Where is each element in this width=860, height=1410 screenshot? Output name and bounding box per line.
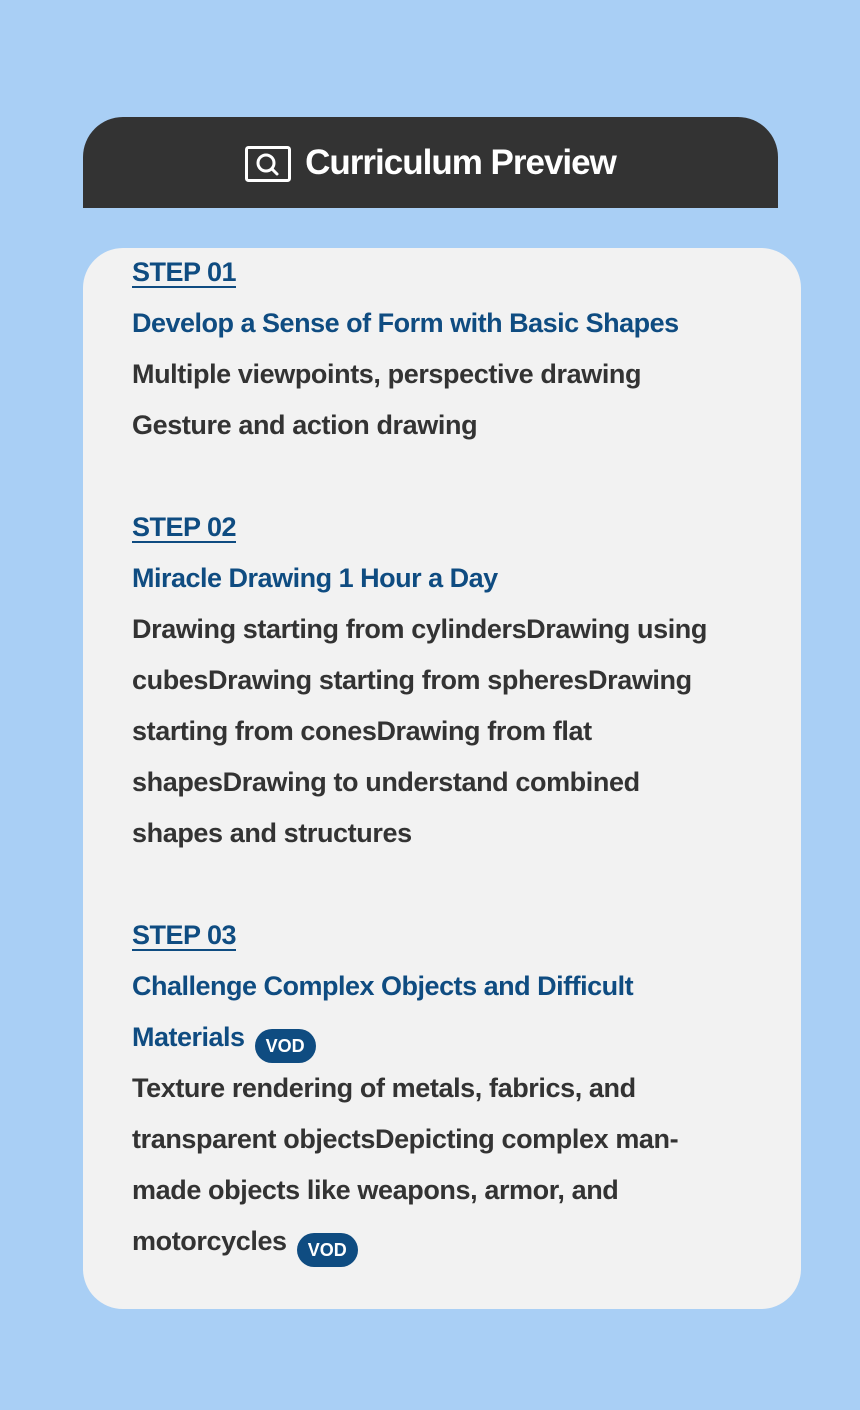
step-description bbox=[132, 1063, 732, 1267]
description-line: Texture rendering of metals, fabrics, and transparent objectsDepicting complex man-made objects like weapons, armor, and motorcycles bbox=[132, 1073, 679, 1256]
vod-badge: VOD bbox=[255, 1029, 316, 1063]
curriculum-steps bbox=[132, 247, 732, 1267]
step-description bbox=[132, 349, 732, 451]
step-label: STEP 03 bbox=[132, 920, 237, 950]
search-window-icon bbox=[245, 146, 291, 182]
step-label: STEP 01 bbox=[132, 257, 237, 287]
curriculum-header bbox=[83, 117, 778, 208]
page-title: Curriculum Preview bbox=[305, 142, 616, 182]
description-line: Multiple viewpoints, perspective drawing bbox=[132, 359, 642, 389]
step-description bbox=[132, 604, 732, 859]
step-02 bbox=[132, 502, 732, 859]
description-line: Gesture and action drawing bbox=[132, 410, 478, 440]
step-title: Develop a Sense of Form with Basic Shapes bbox=[132, 308, 679, 338]
step-01 bbox=[132, 247, 732, 451]
vod-badge: VOD bbox=[297, 1233, 358, 1267]
step-title: Challenge Complex Objects and Difficult Materials VOD bbox=[132, 961, 732, 1063]
step-title: Miracle Drawing 1 Hour a Day bbox=[132, 563, 498, 593]
step-label: STEP 02 bbox=[132, 512, 237, 542]
description-line: Drawing starting from cylindersDrawing using cubesDrawing starting from spheresDrawing starting from conesDrawing from flat shapesDrawing to understand combined shapes and structures bbox=[132, 614, 707, 848]
step-03 bbox=[132, 910, 732, 1267]
